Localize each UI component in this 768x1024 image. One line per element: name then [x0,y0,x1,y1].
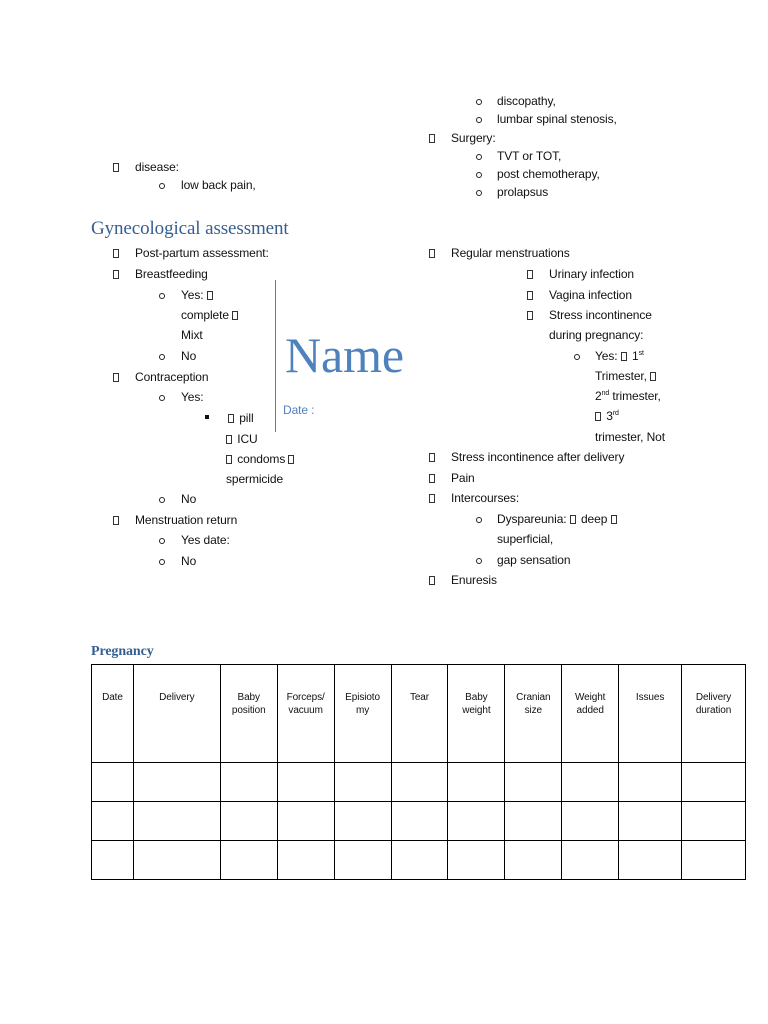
table-cell[interactable] [682,841,746,880]
bullet-circle-icon [476,517,482,523]
table-cell[interactable] [277,802,334,841]
list-item-prolapsus: prolapsus [497,185,549,199]
stress-incontinence-pregnancy: Stress incontinence [549,308,652,322]
table-cell[interactable] [505,802,562,841]
column-header [391,665,448,763]
surgery-label: Surgery: [451,131,496,145]
bullet-circle-icon [159,559,165,565]
table-cell[interactable] [220,802,277,841]
table-cell[interactable] [682,802,746,841]
table-cell[interactable] [505,841,562,880]
column-header [448,665,505,763]
checkbox-icon [288,455,294,464]
co-icu: ICU [226,432,258,447]
table-row [92,802,746,841]
column-header [92,665,134,763]
pain-label: Pain [451,471,475,485]
bullet-circle-icon [159,538,165,544]
checkbox-icon [226,435,232,444]
checkbox-icon [228,414,234,423]
trimester-yes: Yes: 1st [595,349,644,363]
trimester-1: Trimester, [595,369,658,384]
bullet-square-icon [205,415,209,419]
column-header [505,665,562,763]
mr-yes: Yes date: [181,533,230,547]
regular-menstruations-label: Regular menstruations [451,246,570,260]
checkbox-icon [570,515,576,524]
table-cell[interactable] [448,763,505,802]
column-header-text: duration [695,705,732,716]
column-header [133,665,220,763]
menstruation-return-label: Menstruation return [135,513,238,527]
column-header [619,665,682,763]
bf-yes: Yes: [181,288,215,303]
checkbox-icon [429,134,435,143]
checkbox-icon [611,515,617,524]
checkbox-icon [113,163,119,172]
table-cell[interactable] [133,802,220,841]
table-cell[interactable] [682,763,746,802]
name-field[interactable]: Name [285,327,404,383]
pregnancy-table [91,664,746,880]
checkbox-icon [527,270,533,279]
table-cell[interactable] [92,763,134,802]
column-header-text: vacuum [288,705,323,716]
bullet-circle-icon [159,354,165,360]
co-yes: Yes: [181,390,204,404]
column-header-text: Cranian [516,692,551,703]
column-header-text: Date [102,692,123,703]
checkbox-icon [527,291,533,300]
list-item-back-pain: low back pain, [181,178,256,192]
table-row [92,763,746,802]
stress-incontinence-pregnancy-cont: during pregnancy: [549,328,644,342]
list-item-chemo: post chemotherapy, [497,167,600,181]
table-cell[interactable] [391,841,448,880]
bullet-circle-icon [476,190,482,196]
co-pill: pill [228,411,254,426]
co-spermicide: spermicide [226,472,284,486]
checkbox-icon [207,291,213,300]
list-item-lumbar: lumbar spinal stenosis, [497,112,617,126]
checkbox-icon [621,352,627,361]
vagina-infection: Vagina infection [549,288,632,302]
checkbox-icon [429,453,435,462]
stress-incontinence-delivery: Stress incontinence after delivery [451,450,625,464]
table-cell[interactable] [220,841,277,880]
checkbox-icon [429,576,435,585]
bf-mixt: Mixt [181,328,203,342]
bullet-circle-icon [476,154,482,160]
column-header-text: Delivery [695,692,732,703]
table-cell[interactable] [391,802,448,841]
intercourses-label: Intercourses: [451,491,520,505]
column-header-text: added [576,705,604,716]
bullet-circle-icon [476,558,482,564]
column-header-text: my [356,705,370,716]
bullet-circle-icon [159,497,165,503]
table-cell[interactable] [334,841,391,880]
dyspareunia: Dyspareunia: deep [497,512,619,527]
checkbox-icon [527,311,533,320]
column-header [682,665,746,763]
bullet-circle-icon [159,293,165,299]
table-cell[interactable] [334,802,391,841]
checkbox-icon [429,474,435,483]
urinary-infection: Urinary infection [549,267,635,281]
trimester-2: 2nd trimester, [595,389,661,403]
table-row [92,841,746,880]
trimester-3: 3rd [595,409,619,424]
bullet-circle-icon [476,117,482,123]
column-header-text: Forceps/ [286,692,325,703]
table-cell[interactable] [277,841,334,880]
table-cell[interactable] [92,841,134,880]
column-header-text: Issues [635,692,665,703]
superficial: superficial, [497,532,554,546]
bf-complete: complete [181,308,240,323]
column-header [277,665,334,763]
table-cell[interactable] [334,763,391,802]
bullet-circle-icon [159,183,165,189]
checkbox-icon [226,455,232,464]
bullet-circle-icon [159,395,165,401]
table-cell[interactable] [92,802,134,841]
column-header [562,665,619,763]
table-cell[interactable] [562,802,619,841]
checkbox-icon [113,516,119,525]
table-cell[interactable] [391,763,448,802]
column-header [220,665,277,763]
checkbox-icon [113,270,119,279]
trimester-3-cont: trimester, Not [595,430,665,444]
table-cell[interactable] [619,802,682,841]
list-item-tvt: TVT or TOT, [497,149,562,163]
table-cell[interactable] [619,841,682,880]
enuresis-label: Enuresis [451,573,497,587]
column-header-text: Baby [237,692,260,703]
bullet-circle-icon [476,172,482,178]
column-header-text: size [524,705,542,716]
table-cell[interactable] [448,802,505,841]
name-divider-line [275,280,276,432]
list-item-discopathy: discopathy, [497,94,556,108]
bf-no: No [181,349,197,363]
checkbox-icon [429,249,435,258]
post-partum-label: Post-partum assessment: [135,246,269,260]
checkbox-icon [650,372,656,381]
column-header-text: Weight [575,692,606,703]
column-header-text: Tear [409,692,429,703]
column-header [334,665,391,763]
contraception-label: Contraception [135,370,209,384]
table-header-row [92,665,746,763]
table-cell[interactable] [505,763,562,802]
table-cell[interactable] [562,841,619,880]
checkbox-icon [595,412,601,421]
column-header-text: Delivery [159,692,195,703]
pregnancy-heading: Pregnancy [91,644,154,659]
table-cell[interactable] [133,841,220,880]
column-header-text: weight [462,705,491,716]
column-header-text: position [231,705,266,716]
checkbox-icon [113,249,119,258]
bullet-circle-icon [574,354,580,360]
table-cell[interactable] [133,763,220,802]
mr-no: No [181,554,197,568]
date-field[interactable]: Date : [283,403,315,417]
gyn-heading: Gynecological assessment [91,218,289,239]
co-no: No [181,492,197,506]
table-cell[interactable] [220,763,277,802]
column-header-text: Baby [465,692,488,703]
breastfeeding-label: Breastfeeding [135,267,208,281]
checkbox-icon [113,373,119,382]
co-condoms: condoms [226,452,296,467]
table-cell[interactable] [619,763,682,802]
checkbox-icon [429,494,435,503]
gap-sensation: gap sensation [497,553,571,567]
table-cell[interactable] [277,763,334,802]
checkbox-icon [232,311,238,320]
disease-label: disease: [135,160,179,174]
table-cell[interactable] [448,841,505,880]
column-header-text: Episioto [345,692,380,703]
bullet-circle-icon [476,99,482,105]
table-cell[interactable] [562,763,619,802]
